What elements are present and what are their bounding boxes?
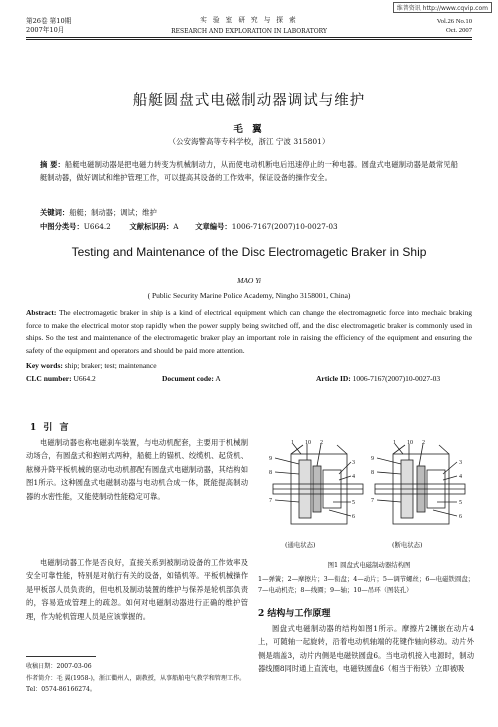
fig-right-num: 1: [393, 440, 396, 446]
doc-code-value-en: A: [215, 374, 221, 383]
section-1-title: 1 引 言: [30, 423, 71, 433]
fig-right-num: 5: [459, 500, 462, 506]
fig-right-num: 2: [422, 440, 425, 446]
keywords-cn-text: 船艇；制动器；调试；维护: [69, 208, 157, 217]
author-cn: 毛 翼: [233, 124, 265, 135]
keywords-cn: [40, 208, 157, 218]
fig-left-num: 7: [269, 498, 272, 504]
fig-left-num: 2: [320, 440, 323, 446]
article-id-label-en: Article ID:: [316, 374, 351, 383]
fig-left-num: 1: [291, 440, 294, 446]
article-id-value-en: 1006-7167(2007)10-0027-03: [352, 374, 441, 383]
watermark-stamp: 维普资讯 http://www.cqvip.com: [393, 2, 492, 13]
fig-left-num: 5: [352, 500, 355, 506]
abstract-cn: [40, 158, 458, 185]
section-1-paragraph-1: 电磁制动器也称电磁刹车装置，与电动机配套，主要用于机械制动场合，有圆盘式和抱闸式两种，船艇上的锚机、绞缆机、起货机、舷梯升降平板机械的驱动电动机都配有圆盘式电磁制动器，其结构如图1所示。这种圆盘式电磁制动器与电动机合成一体，既能提高制动器的水密性能，又能使制动性能稳定可靠。: [26, 438, 248, 501]
fig-left-num: 10: [305, 440, 311, 446]
abstract-cn-label: 摘 要：: [40, 160, 65, 169]
affiliation-en: ( Public Security Marine Police Academy, Ningho 3158001, China): [147, 291, 351, 300]
footnote-author-bio: 作者简介：毛 翼(1958-)，浙江衢州人，副教授，从事船舶电气教学和管理工作。Tel：0574-86166274。: [26, 675, 246, 693]
footnote-received: 收稿日期：2007-03-06: [26, 663, 92, 670]
doc-code-value-cn: A: [173, 222, 179, 231]
clc-label-cn: 中图分类号：: [40, 222, 84, 231]
header-date-en: Oct. 2007: [445, 27, 472, 34]
figure-legend-1: 1—弹簧；2—摩擦片；3—衔盘；4—动片；5—调节螺丝；6—电磁铁圆盘；: [258, 575, 475, 583]
fig-right-num: 10: [407, 440, 413, 446]
figure-left-label: (通电状态): [285, 541, 316, 549]
paper-title-en: Testing and Maintenance of the Disc Electromagetic Braker in Ship: [71, 245, 427, 259]
journal-name-cn: 实 验 室 研 究 与 探 索: [200, 16, 298, 24]
classification-en: [26, 374, 472, 383]
paper-title-cn: 船艇圆盘式电磁制动器调试与维护: [132, 93, 366, 109]
header-volume-en: Vol.26 No.10: [436, 18, 472, 25]
clc-value-cn: U664.2: [83, 222, 111, 231]
abstract-cn-text: 船艇电磁制动器是把电磁力转变为机械制动力，从而使电动机断电后迅速停止的一种电器。圆盘式电磁制动器是最常见船艇制动器，做好调试和维护管理工作，可以提高其设备的工作效率，保证设备的操作安全。: [40, 160, 458, 183]
fig-left-num: 3: [352, 460, 355, 466]
keywords-en: [26, 361, 157, 370]
figure-right-label: (断电状态): [392, 541, 423, 549]
header-date: 2007年10月: [26, 26, 65, 34]
fig-right-num: 6: [459, 514, 462, 520]
article-id-value-cn: 1006-7167(2007)10-0027-03: [231, 222, 338, 231]
author-en: MAO Yi: [237, 276, 261, 285]
figure-caption: 图1 圆盘式电磁制动器结构图: [327, 561, 411, 569]
article-id-label-cn: 文章编号：: [195, 222, 232, 231]
fig-right-num: 8: [371, 470, 374, 476]
clc-value-en: U664.2: [73, 374, 96, 383]
abstract-en: [26, 307, 472, 357]
brake-diagram: [263, 440, 475, 538]
fig-left-num: 4: [352, 474, 355, 480]
classification-cn: [40, 222, 460, 232]
fig-left-num: 6: [352, 514, 355, 520]
doc-code-label-cn: 文献标识码：: [129, 222, 174, 231]
fig-left-num: 8: [269, 470, 272, 476]
affiliation-cn: （公安海警高等专科学校，浙江 宁波 315801）: [168, 137, 330, 146]
keywords-en-text: ship; braker; test; maintenance: [64, 361, 157, 370]
doc-code-label-en: Document code:: [162, 374, 214, 383]
fig-right-num: 9: [371, 456, 374, 462]
clc-label-en: CLC number:: [26, 374, 72, 383]
section-2-title: 2 结构与工作原理: [258, 609, 331, 619]
fig-left-num: 9: [269, 456, 272, 462]
header-volume: 第26卷 第10期: [26, 17, 72, 25]
fig-right-num: 7: [371, 498, 374, 504]
fig-right-num: 4: [459, 474, 462, 480]
footnote-rule: [26, 656, 96, 657]
header-rule-thin: [26, 39, 472, 40]
figure-legend-2: 7—电动机壳；8—线圈；9—轴；10—吊环（图装孔）: [258, 586, 413, 594]
keywords-cn-label: 关键词：: [40, 208, 70, 217]
figure-1: [263, 440, 475, 538]
journal-name-en: RESEARCH AND EXPLORATION IN LABORATORY: [171, 28, 327, 35]
keywords-en-label: Key words:: [26, 361, 63, 370]
header-rule: [26, 37, 472, 38]
fig-right-num: 3: [459, 460, 462, 466]
abstract-en-text: The electromagetic braker in ship is a kind of electrical equipment which can change the electromagnetic force into mechaic braking force to make the electrical motor stop rapidly when the power supply being switched off, and the disc electromagetic braker is commonly used in ships. So the test and maintenance of the electromagetic braker play an important role in raising the efficiency of the equipment and ensuring the safety of the equipment and operators and should be paid more attention.: [26, 308, 473, 355]
abstract-en-label: Abstract:: [26, 308, 57, 317]
section-2-paragraph-1: 圆盘式电磁制动器的结构如图1所示。摩擦片2镶嵌在动片4上，可随轴一起旋转，沿着电动机轴端的花键作轴向移动。动片外侧是端盖3，动片内侧是电磁铁圆盘6。当电动机接入电源时，制动器线圈8同时通上直流电，电磁铁圆盘6（相当于衔铁）立即被吸: [258, 624, 474, 674]
section-1-paragraph-2: 电磁制动器工作是否良好，直接关系到被制动设备的工作效率及安全可靠性能，特别是对航行有关的设备，如锚机等。平板机械操作是甲板部人员负责的，但电机及制动装置的维护与保养是轮机部负责的，容易造成管理上的疏忽。如何对电磁制动器进行正确的维护管理，作为轮机管理人员是应该掌握的。: [26, 558, 248, 621]
